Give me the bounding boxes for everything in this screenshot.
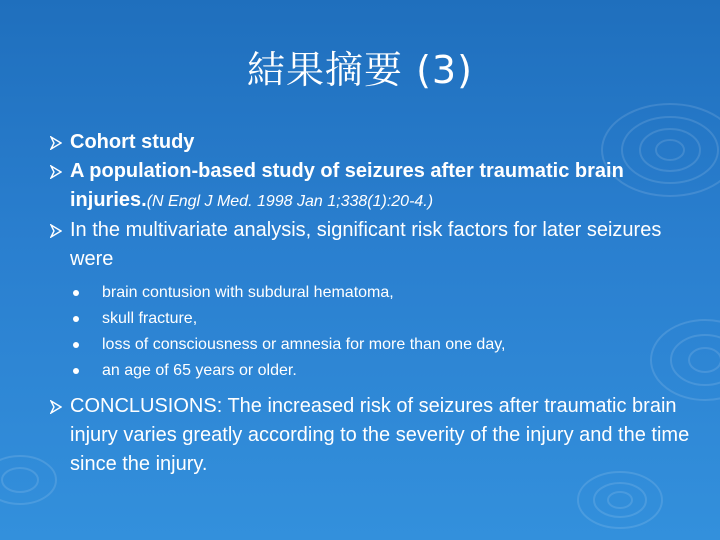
sub-bullet-text: loss of consciousness or amnesia for more than one day, (102, 336, 506, 353)
sub-bullet-item (50, 306, 690, 332)
bullet-text: A population-based study of seizures after traumatic brain injuries. (70, 160, 624, 211)
sub-bullet-item (50, 280, 690, 306)
sub-bullet-item (50, 358, 690, 384)
dot-icon (73, 368, 79, 374)
bullet-item (50, 157, 690, 216)
bullet-text: In the multivariate analysis, significant risk factors for later seizures were (70, 219, 662, 270)
dot-icon (73, 290, 79, 296)
bullet-text: : The increased risk of seizures after traumatic brain injury varies greatly according to the severity of the injury and the time since the injury. (70, 395, 690, 475)
dot-icon (73, 316, 79, 322)
conclusions-label: CONCLUSIONS (70, 395, 217, 417)
sub-bullet-item (50, 332, 690, 358)
arrowhead-icon (50, 136, 62, 150)
bullet-list (50, 128, 690, 479)
citation: (N Engl J Med. 1998 Jan 1;338(1):20-4.) (146, 193, 434, 210)
bullet-item (50, 128, 690, 157)
sub-bullet-text: an age of 65 years or older. (102, 362, 297, 379)
bullet-text: Cohort study (70, 131, 195, 153)
sub-bullet-text: skull fracture, (102, 310, 198, 327)
bullet-item (50, 392, 690, 479)
arrowhead-icon (50, 224, 62, 238)
arrowhead-icon (50, 400, 62, 414)
arrowhead-icon (50, 165, 62, 179)
slide-title: 結果摘要 (3) (247, 48, 473, 92)
sub-bullet-list (50, 280, 690, 384)
sub-bullet-text: brain contusion with subdural hematoma, (102, 284, 394, 301)
bullet-item (50, 216, 690, 274)
dot-icon (73, 342, 79, 348)
